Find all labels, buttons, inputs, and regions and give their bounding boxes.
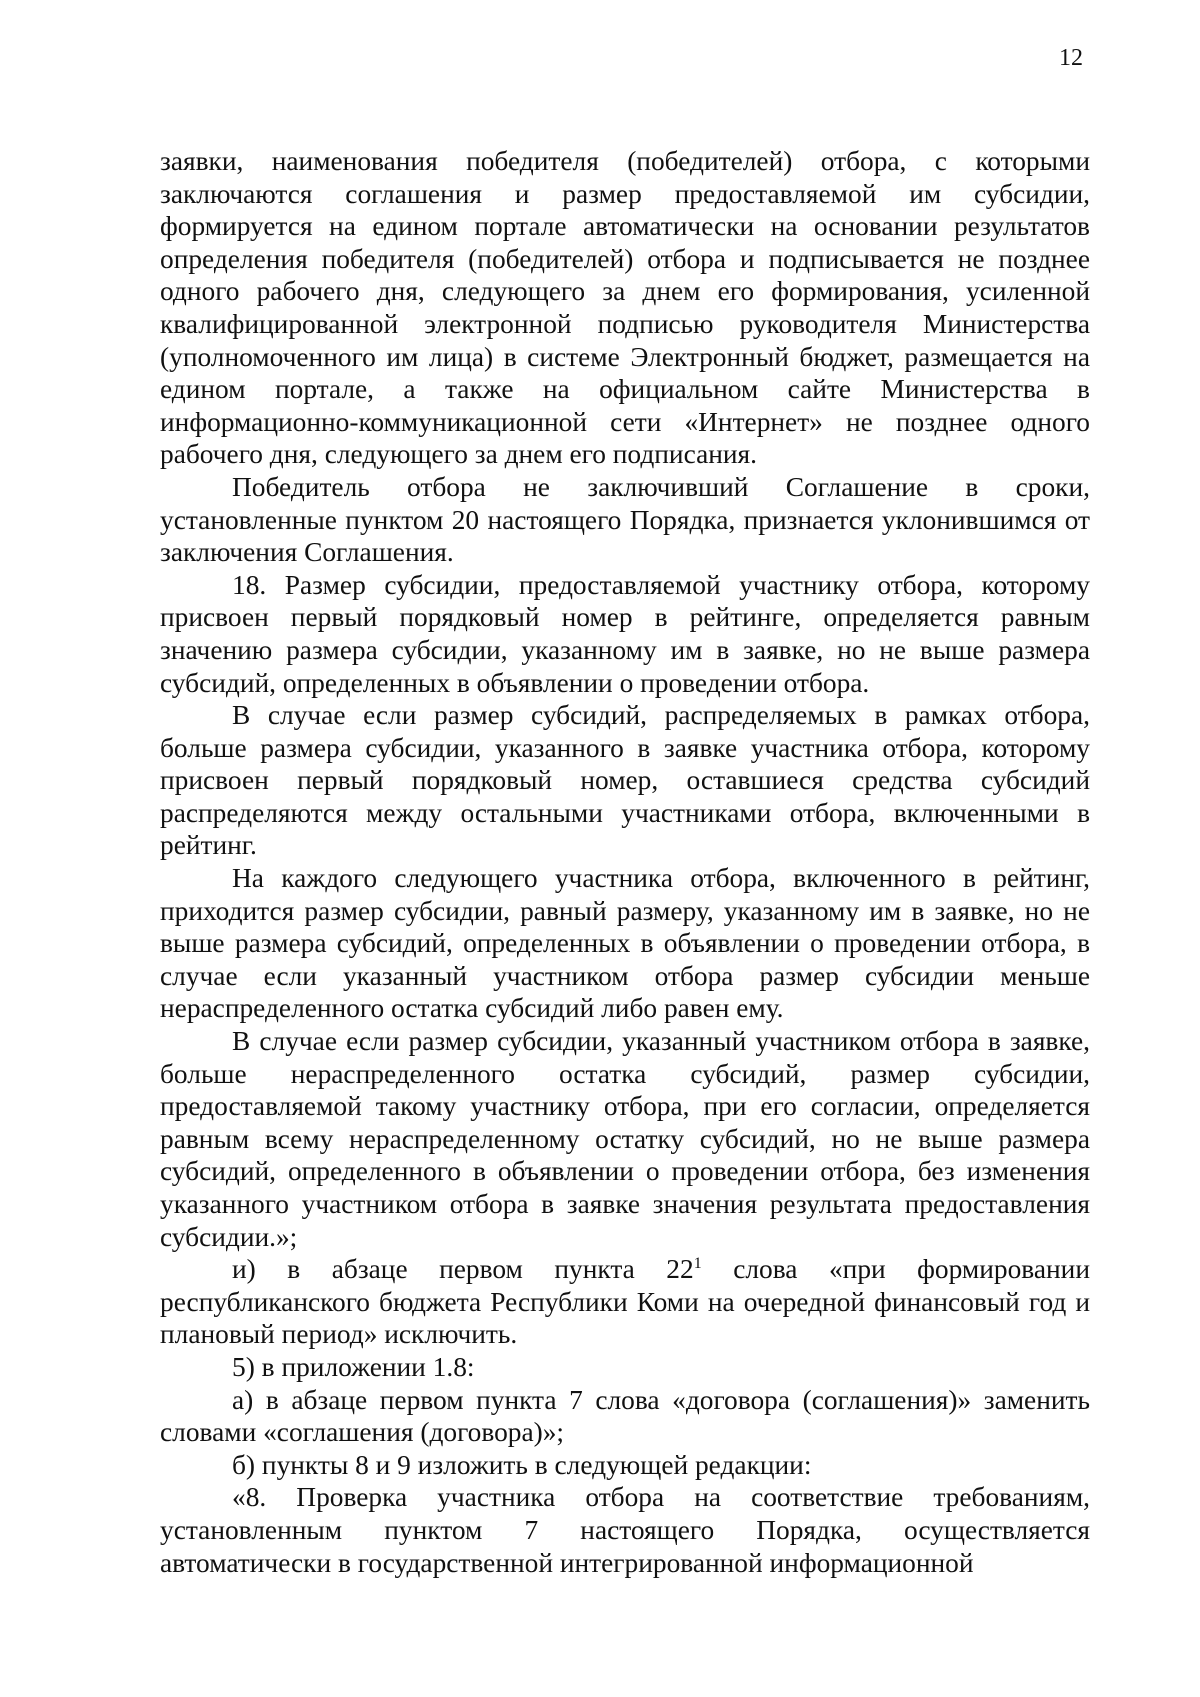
paragraph-1: заявки, наименования победителя (победителей) отбора, с которыми заключаются соглашения и размер предоставляемой им субсидии, формируется на едином портале автоматически на основании результатов определения победителя (победителей) отбора и подписывается не позднее одного рабочего дня, следующего за днем его формирования, усиленной квалифицированной электронной подписью руководителя Министерства (уполномоченного им лица) в системе Электронный бюджет, размещается на едином портале, а также на официальном сайте Министерства в информационно-коммуникационной сети «Интернет» не позднее одного рабочего дня, следующего за днем его подписания. — [160, 146, 1090, 470]
paragraph-2: Победитель отбора не заключивший Соглашение в сроки, установленные пунктом 20 настоящего Порядка, признается уклонившимся от заключения Соглашения. — [160, 471, 1090, 568]
paragraph-9: а) в абзаце первом пункта 7 слова «договора (соглашения)» заменить словами «соглашения (договора)»; — [160, 1384, 1090, 1448]
paragraph-4: В случае если размер субсидий, распределяемых в рамках отбора, больше размера субсидии, указанного в заявке участника отбора, которому присвоен первый порядковый номер, оставшиеся средства субсидий распределяются между остальными участниками отбора, включенными в рейтинг. — [160, 700, 1090, 861]
paragraph-7-before: и) в абзаце первом пункта 22 — [232, 1254, 694, 1285]
paragraph-11: «8. Проверка участника отбора на соответствие требованиям, установленным пунктом 7 настоящего Порядка, осуществляется автоматически в государственной интегрированной информационной — [160, 1482, 1090, 1578]
paragraph-7 — [160, 1253, 1090, 1351]
document-body — [160, 145, 1090, 1579]
page-number: 12 — [1059, 45, 1083, 71]
paragraph-7-after: слова «при формировании республиканского бюджета Республики Коми на очередной финансовый год и плановый период» исключить. — [160, 1254, 1090, 1350]
paragraph-8: 5) в приложении 1.8: — [232, 1351, 475, 1382]
paragraph-6: В случае если размер субсидии, указанный участником отбора в заявке, больше нераспределенного остатка субсидий, размер субсидии, предоставляемой такому участнику отбора, при его согласии, определяется равным всему нераспределенному остатку субсидий, но не выше размера субсидий, определенного в объявлении о проведении отбора, без изменения указанного участником отбора в заявке значения результата предоставления субсидии.»; — [160, 1026, 1090, 1252]
paragraph-10: б) пункты 8 и 9 изложить в следующей редакции: — [232, 1449, 812, 1480]
paragraph-5: На каждого следующего участника отбора, включенного в рейтинг, приходится размер субсидии, равный размеру, указанному им в заявке, но не выше размера субсидий, определенных в объявлении о проведении отбора, в случае если указанный участником отбора размер субсидии меньше нераспределенного остатка субсидий либо равен ему. — [160, 863, 1090, 1024]
paragraph-7-superscript: 1 — [693, 1255, 702, 1273]
paragraph-3: 18. Размер субсидии, предоставляемой участнику отбора, которому присвоен первый порядковый номер в рейтинге, определяется равным значению размера субсидии, указанному им в заявке, но не выше размера субсидий, определенных в объявлении о проведении отбора. — [160, 569, 1090, 698]
